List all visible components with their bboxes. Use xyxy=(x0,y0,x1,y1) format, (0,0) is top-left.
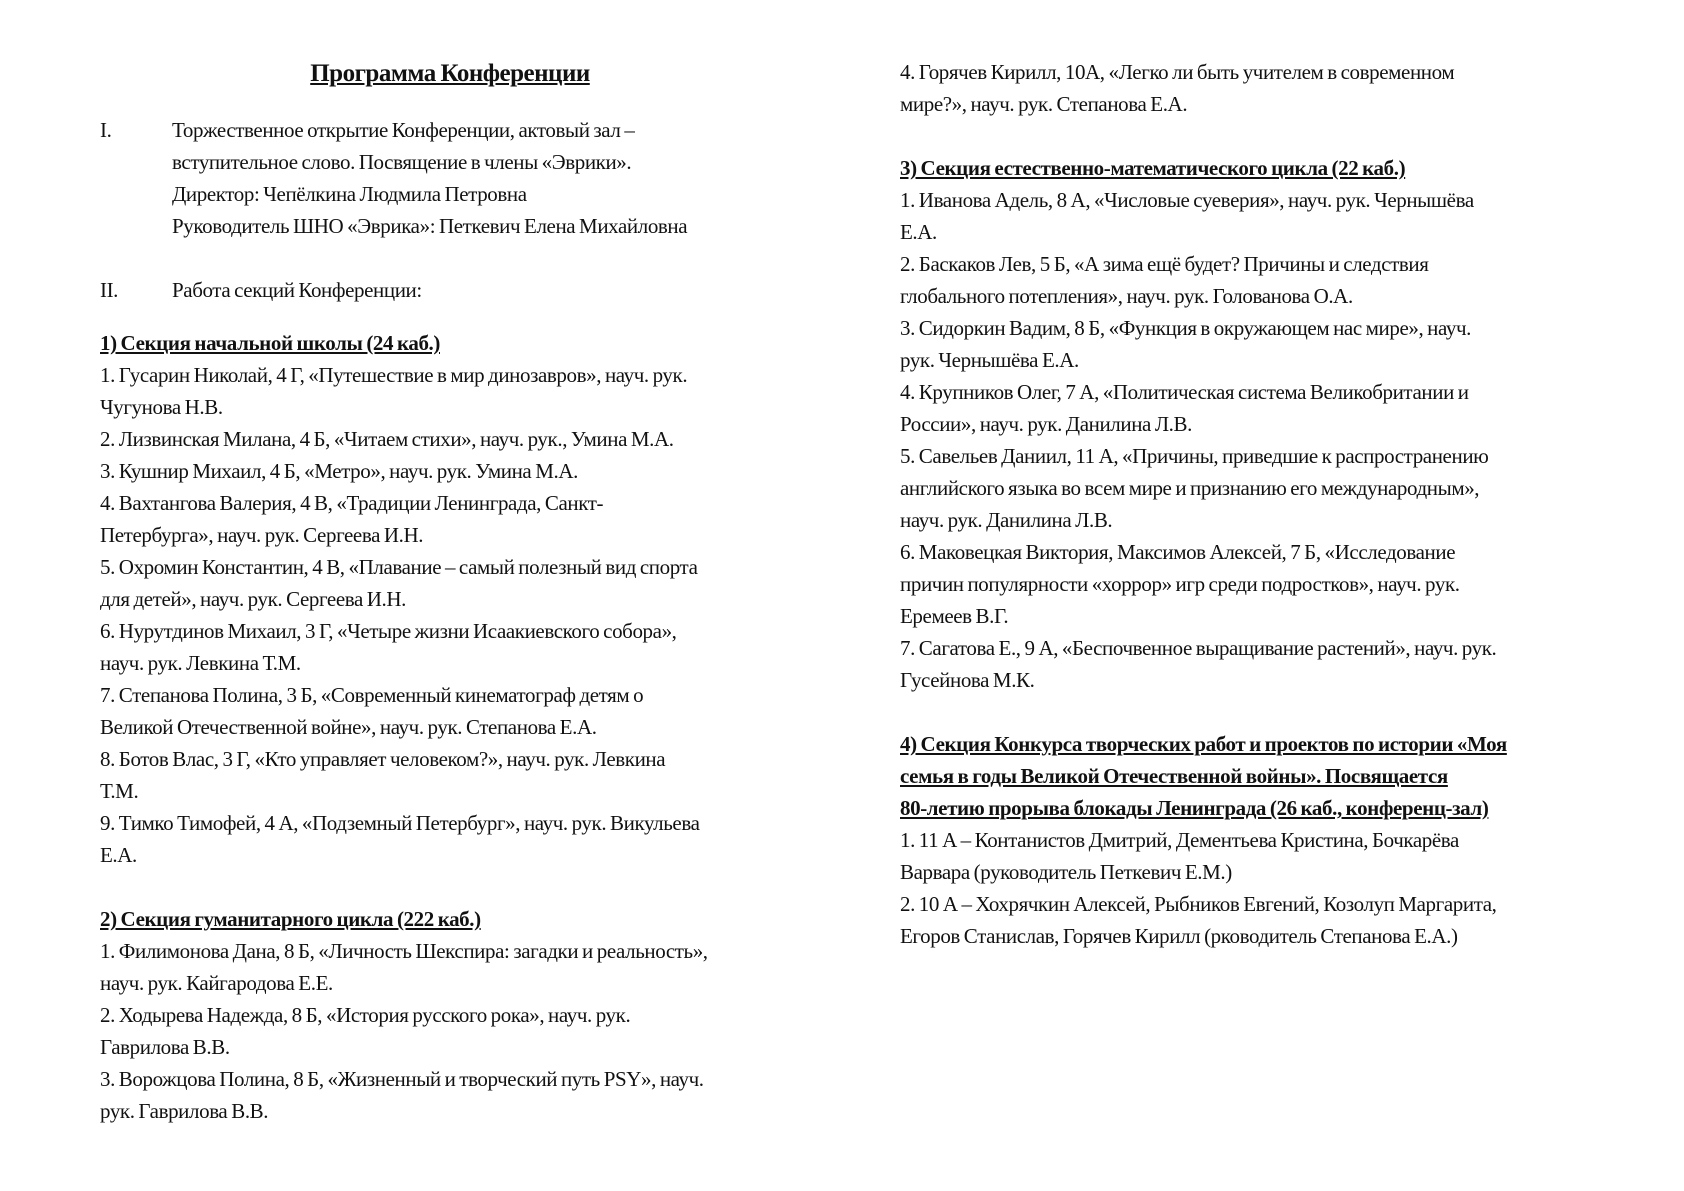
section-heading: 80-летию прорыва блокады Ленинграда (26 каб., конференц-зал) xyxy=(900,796,1489,820)
entry-line: Гусейнова М.К. xyxy=(900,668,1035,692)
entry-line: Е.А. xyxy=(900,220,937,244)
entry-line: Е.А. xyxy=(100,843,137,867)
entry-line: 3. Сидоркин Вадим, 8 Б, «Функция в окружающем нас мире», науч. xyxy=(900,316,1471,340)
entry-line: 1. Иванова Адель, 8 А, «Числовые суеверия», науч. рук. Чернышёва xyxy=(900,188,1474,212)
entry-line: для детей», науч. рук. Сергеева И.Н. xyxy=(100,587,406,611)
entry-line: 6. Маковецкая Виктория, Максимов Алексей, 7 Б, «Исследование xyxy=(900,540,1456,564)
director-line: Директор: Чепёлкина Людмила Петровна xyxy=(172,182,527,206)
program-item-text xyxy=(172,274,872,306)
entry-line: 2. Ходырева Надежда, 8 Б, «История русского рока», науч. рук. xyxy=(100,1003,631,1027)
entry-line: 9. Тимко Тимофей, 4 А, «Подземный Петербург», науч. рук. Викульева xyxy=(100,811,700,835)
entry-line: английского языка во всем мире и признанию его международным», xyxy=(900,476,1480,500)
text-line: Торжественное открытие Конференции, актовый зал – xyxy=(172,118,635,142)
entry-line: причин популярности «хоррор» игр среди подростков», науч. рук. xyxy=(900,572,1460,596)
entry-line: 6. Нурутдинов Михаил, 3 Г, «Четыре жизни Исаакиевского собора», xyxy=(100,619,677,643)
entry-line: 2. Баскаков Лев, 5 Б, «А зима ещё будет? Причины и следствия xyxy=(900,252,1429,276)
entry-line: 2. Лизвинская Милана, 4 Б, «Читаем стихи», науч. рук., Умина М.А. xyxy=(100,427,674,451)
section-humanities xyxy=(100,903,860,1127)
text-line: Работа секций Конференции: xyxy=(172,278,422,302)
entry-line: науч. рук. Данилина Л.В. xyxy=(900,508,1113,532)
section-primary-school xyxy=(100,327,860,871)
section-heading: 4) Секция Конкурса творческих работ и проектов по истории «Моя xyxy=(900,732,1507,756)
entry-line: 7. Сагатова Е., 9 А, «Беспочвенное выращивание растений», науч. рук. xyxy=(900,636,1497,660)
roman-numeral: II. xyxy=(100,278,119,302)
entry-line: глобального потепления», науч. рук. Голованова О.А. xyxy=(900,284,1353,308)
page-title: Программа Конференции xyxy=(310,60,590,87)
entry-line: науч. рук. Кайгародова Е.Е. xyxy=(100,971,333,995)
program-item-text xyxy=(172,114,872,242)
section-heading: 3) Секция естественно-математического цикла (22 каб.) xyxy=(900,156,1406,180)
entry-line: Гаврилова В.В. xyxy=(100,1035,230,1059)
entry-line: 3. Кушнир Михаил, 4 Б, «Метро», науч. рук. Умина М.А. xyxy=(100,459,578,483)
entry-line: мире?», науч. рук. Степанова Е.А. xyxy=(900,92,1188,116)
entry-line: 1. Гусарин Николай, 4 Г, «Путешествие в мир динозавров», науч. рук. xyxy=(100,363,688,387)
entry-line: рук. Чернышёва Е.А. xyxy=(900,348,1079,372)
section-heading: 1) Секция начальной школы (24 каб.) xyxy=(100,331,440,355)
section-humanities-continued xyxy=(900,56,1640,120)
entry-line: Петербурга», науч. рук. Сергеева И.Н. xyxy=(100,523,424,547)
entry-line: рук. Гаврилова В.В. xyxy=(100,1099,269,1123)
head-line: Руководитель ШНО «Эврика»: Петкевич Елена Михайловна xyxy=(172,214,688,238)
entry-line: 1. Филимонова Дана, 8 Б, «Личность Шекспира: загадки и реальность», xyxy=(100,939,708,963)
entry-line: 8. Ботов Влас, 3 Г, «Кто управляет человеком?», науч. рук. Левкина xyxy=(100,747,666,771)
entry-line: 4. Горячев Кирилл, 10А, «Легко ли быть учителем в современном xyxy=(900,60,1455,84)
entry-line: Т.М. xyxy=(100,779,139,803)
entry-line: 5. Охромин Константин, 4 В, «Плавание – самый полезный вид спорта xyxy=(100,555,698,579)
section-natural-math xyxy=(900,152,1660,696)
entry-line: Еремеев В.Г. xyxy=(900,604,1009,628)
entry-line: Егоров Станислав, Горячев Кирилл (рководитель Степанова Е.А.) xyxy=(900,924,1458,948)
entry-line: 5. Савельев Даниил, 11 А, «Причины, приведшие к распространению xyxy=(900,444,1489,468)
entry-line: России», науч. рук. Данилина Л.В. xyxy=(900,412,1192,436)
entry-line: 1. 11 А – Контанистов Дмитрий, Дементьева Кристина, Бочкарёва xyxy=(900,828,1459,852)
entry-line: Варвара (руководитель Петкевич Е.М.) xyxy=(900,860,1232,884)
entry-line: Чугунова Н.В. xyxy=(100,395,223,419)
entry-line: 3. Ворожцова Полина, 8 Б, «Жизненный и творческий путь PSY», науч. xyxy=(100,1067,704,1091)
text-line: вступительное слово. Посвящение в члены «Эврики». xyxy=(172,150,632,174)
section-history-contest xyxy=(900,728,1660,952)
entry-line: 7. Степанова Полина, 3 Б, «Современный кинематограф детям о xyxy=(100,683,644,707)
roman-numeral: I. xyxy=(100,118,112,142)
section-heading: 2) Секция гуманитарного цикла (222 каб.) xyxy=(100,907,481,931)
entry-line: науч. рук. Левкина Т.М. xyxy=(100,651,301,675)
entry-line: 4. Вахтангова Валерия, 4 В, «Традиции Ленинграда, Санкт- xyxy=(100,491,604,515)
entry-line: 2. 10 А – Хохрячкин Алексей, Рыбников Евгений, Козолуп Маргарита, xyxy=(900,892,1497,916)
entry-line: 4. Крупников Олег, 7 А, «Политическая система Великобритании и xyxy=(900,380,1469,404)
section-heading: семья в годы Великой Отечественной войны». Посвящается xyxy=(900,764,1448,788)
entry-line: Великой Отечественной войне», науч. рук. Степанова Е.А. xyxy=(100,715,597,739)
